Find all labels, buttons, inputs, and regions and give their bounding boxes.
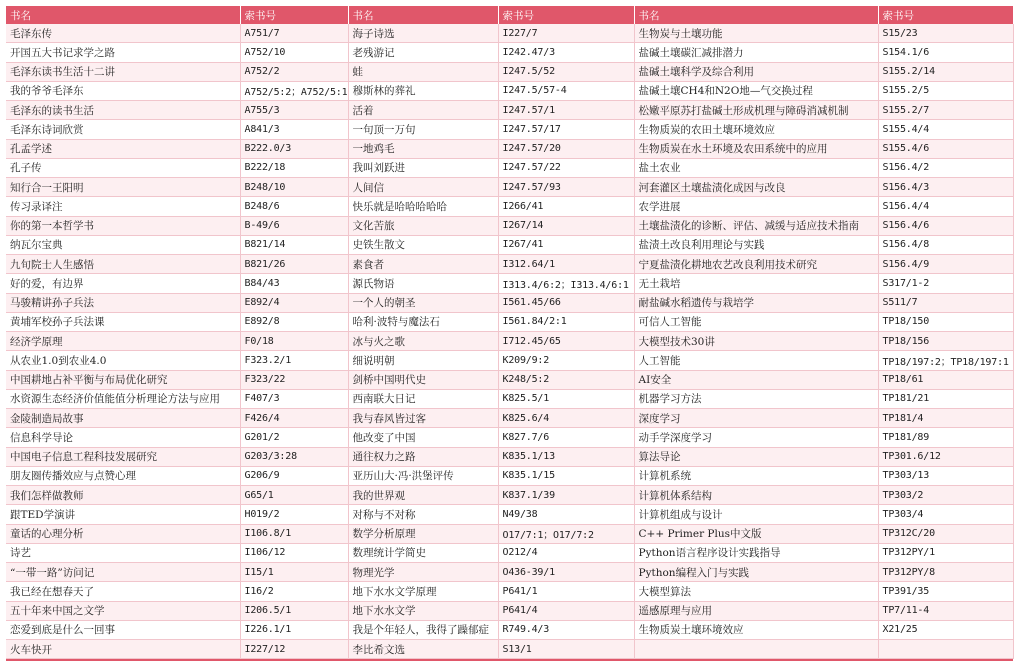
call-number-cell: B222.0/3 — [240, 139, 348, 158]
table-row — [6, 409, 1013, 428]
call-number-cell: S155.2/5 — [878, 81, 1013, 100]
book-title-cell: 生物质炭在水土环境及农田系统中的应用 — [634, 139, 878, 158]
call-number-cell: K835.1/13 — [498, 447, 634, 466]
call-number-cell: P641/4 — [498, 601, 634, 620]
book-title-cell: 诗艺 — [6, 543, 240, 562]
book-title-cell: 好的爱，有边界 — [6, 274, 240, 293]
book-title-cell: 一地鸡毛 — [348, 139, 498, 158]
header-book-title-3: 书名 — [634, 6, 878, 24]
call-number-cell: S155.2/7 — [878, 101, 1013, 120]
call-number-cell: S156.4/4 — [878, 197, 1013, 216]
book-title-cell: 史铁生散文 — [348, 235, 498, 254]
book-call-number-table — [6, 6, 1014, 659]
call-number-cell: N49/38 — [498, 505, 634, 524]
call-number-cell: F323/22 — [240, 370, 348, 389]
book-title-cell: 机器学习方法 — [634, 389, 878, 408]
call-number-cell: K825.6/4 — [498, 409, 634, 428]
book-title-cell: 孔孟学述 — [6, 139, 240, 158]
table-row — [6, 486, 1013, 505]
table-row — [6, 158, 1013, 177]
header-call-number-3: 索书号 — [878, 6, 1013, 24]
book-title-cell: 我已经在想春天了 — [6, 582, 240, 601]
call-number-cell: I267/41 — [498, 235, 634, 254]
call-number-cell: B821/14 — [240, 235, 348, 254]
call-number-cell: O212/4 — [498, 543, 634, 562]
call-number-cell: I247.57/22 — [498, 158, 634, 177]
table-row — [6, 81, 1013, 100]
table-row — [6, 543, 1013, 562]
call-number-cell: TP312PY/1 — [878, 543, 1013, 562]
book-title-cell: 文化苦旅 — [348, 216, 498, 235]
call-number-cell: I247.5/57-4 — [498, 81, 634, 100]
book-title-cell: 素食者 — [348, 255, 498, 274]
book-title-cell: 毛泽东诗词欣赏 — [6, 120, 240, 139]
call-number-cell: I712.45/65 — [498, 332, 634, 351]
book-title-cell: 遥感原理与应用 — [634, 601, 878, 620]
call-number-cell: O436-39/1 — [498, 563, 634, 582]
call-number-cell: S156.4/3 — [878, 178, 1013, 197]
book-title-cell: 亚历山大·冯·洪堡评传 — [348, 466, 498, 485]
call-number-cell: S155.4/4 — [878, 120, 1013, 139]
table-row — [6, 139, 1013, 158]
book-title-cell: 土壤盐渍化的诊断、评估、减缓与适应技术指南 — [634, 216, 878, 235]
book-title-cell: 盐土农业 — [634, 158, 878, 177]
table-row — [6, 351, 1013, 370]
table-row — [6, 255, 1013, 274]
call-number-cell: A752/10 — [240, 43, 348, 62]
table-row — [6, 389, 1013, 408]
call-number-cell: B222/18 — [240, 158, 348, 177]
table-row — [6, 178, 1013, 197]
call-number-cell: S155.2/14 — [878, 62, 1013, 81]
call-number-cell: A841/3 — [240, 120, 348, 139]
book-title-cell: 西南联大日记 — [348, 389, 498, 408]
call-number-cell: TP303/4 — [878, 505, 1013, 524]
book-title-cell: “一带一路”访问记 — [6, 563, 240, 582]
call-number-cell: TP181/21 — [878, 389, 1013, 408]
book-title-cell: 大模型技术30讲 — [634, 332, 878, 351]
book-title-cell: 火车快开 — [6, 640, 240, 659]
call-number-cell: I247.57/20 — [498, 139, 634, 158]
call-number-cell: F323.2/1 — [240, 351, 348, 370]
call-number-cell: K825.5/1 — [498, 389, 634, 408]
book-title-cell: 老残游记 — [348, 43, 498, 62]
book-title-cell: 九旬院士人生感悟 — [6, 255, 240, 274]
book-title-cell: 算法导论 — [634, 447, 878, 466]
book-title-cell: 松嫩平原苏打盐碱土形成机理与障碍消减机制 — [634, 101, 878, 120]
book-title-cell: 冰与火之歌 — [348, 332, 498, 351]
book-title-cell: 人工智能 — [634, 351, 878, 370]
table-row — [6, 274, 1013, 293]
book-title-cell: 他改变了中国 — [348, 428, 498, 447]
table-row — [6, 24, 1013, 43]
call-number-cell: TP18/197:2；TP18/197:1 — [878, 351, 1013, 370]
book-title-cell: 五十年来中国之文学 — [6, 601, 240, 620]
book-title-cell: 我的世界观 — [348, 486, 498, 505]
book-title-cell: 从农业1.0到农业4.0 — [6, 351, 240, 370]
book-list-sheet — [6, 6, 1013, 661]
call-number-cell: G65/1 — [240, 486, 348, 505]
book-title-cell: 一句顶一万句 — [348, 120, 498, 139]
book-title-cell: 一个人的朝圣 — [348, 293, 498, 312]
book-title-cell: 我的爷爷毛泽东 — [6, 81, 240, 100]
call-number-cell: I247.57/17 — [498, 120, 634, 139]
table-row — [6, 216, 1013, 235]
call-number-cell: TP18/150 — [878, 312, 1013, 331]
call-number-cell: X21/25 — [878, 620, 1013, 639]
call-number-cell: I267/14 — [498, 216, 634, 235]
table-row — [6, 582, 1013, 601]
call-number-cell: K248/5:2 — [498, 370, 634, 389]
book-title-cell: 生物炭与土壤功能 — [634, 24, 878, 43]
book-title-cell: AI安全 — [634, 370, 878, 389]
book-title-cell: 我与春风皆过客 — [348, 409, 498, 428]
call-number-cell: S156.4/8 — [878, 235, 1013, 254]
book-title-cell: 孔子传 — [6, 158, 240, 177]
book-title-cell: 李比希文选 — [348, 640, 498, 659]
book-title-cell: 黄埔军校孙子兵法课 — [6, 312, 240, 331]
table-row — [6, 62, 1013, 81]
book-title-cell: 可信人工智能 — [634, 312, 878, 331]
book-title-cell: 开国五大书记求学之路 — [6, 43, 240, 62]
book-title-cell: Python语言程序设计实践指导 — [634, 543, 878, 562]
call-number-cell: I247.5/52 — [498, 62, 634, 81]
table-row — [6, 640, 1013, 659]
book-title-cell: 恋爱到底是什么一回事 — [6, 620, 240, 639]
book-title-cell: 跟TED学演讲 — [6, 505, 240, 524]
book-title-cell: 活着 — [348, 101, 498, 120]
book-title-cell: 盐碱土壤碳汇减排潜力 — [634, 43, 878, 62]
header-book-title-1: 书名 — [6, 6, 240, 24]
call-number-cell: S156.4/6 — [878, 216, 1013, 235]
call-number-cell: TP18/61 — [878, 370, 1013, 389]
call-number-cell: I242.47/3 — [498, 43, 634, 62]
book-title-cell: 无土栽培 — [634, 274, 878, 293]
book-title-cell: 深度学习 — [634, 409, 878, 428]
call-number-cell: I561.84/2:1 — [498, 312, 634, 331]
book-title-cell: 耐盐碱水稻遗传与栽培学 — [634, 293, 878, 312]
table-row — [6, 601, 1013, 620]
call-number-cell: TP312C/20 — [878, 524, 1013, 543]
call-number-cell: TP391/35 — [878, 582, 1013, 601]
book-title-cell: 物理光学 — [348, 563, 498, 582]
call-number-cell: P641/1 — [498, 582, 634, 601]
call-number-cell: A755/3 — [240, 101, 348, 120]
call-number-cell: G203/3:28 — [240, 447, 348, 466]
call-number-cell: I312.64/1 — [498, 255, 634, 274]
book-title-cell: 我们怎样做教师 — [6, 486, 240, 505]
book-title-cell: 你的第一本哲学书 — [6, 216, 240, 235]
table-row — [6, 293, 1013, 312]
book-title-cell: 计算机体系结构 — [634, 486, 878, 505]
call-number-cell: B-49/6 — [240, 216, 348, 235]
table-row — [6, 428, 1013, 447]
book-title-cell: 人间信 — [348, 178, 498, 197]
book-title-cell: Python编程入门与实践 — [634, 563, 878, 582]
call-number-cell: I561.45/66 — [498, 293, 634, 312]
call-number-cell: I266/41 — [498, 197, 634, 216]
book-title-cell: 信息科学导论 — [6, 428, 240, 447]
call-number-cell: K837.1/39 — [498, 486, 634, 505]
book-title-cell: 盐渍土改良利用理论与实践 — [634, 235, 878, 254]
book-title-cell: 金陵制造局故事 — [6, 409, 240, 428]
table-row — [6, 620, 1013, 639]
call-number-cell: S156.4/9 — [878, 255, 1013, 274]
book-title-cell: 生物质炭土壤环境效应 — [634, 620, 878, 639]
book-title-cell: 穆斯林的葬礼 — [348, 81, 498, 100]
call-number-cell: A752/2 — [240, 62, 348, 81]
call-number-cell: TP312PY/8 — [878, 563, 1013, 582]
call-number-cell: I313.4/6:2；I313.4/6:1 — [498, 274, 634, 293]
call-number-cell: O17/7:1；O17/7:2 — [498, 524, 634, 543]
call-number-cell: TP181/4 — [878, 409, 1013, 428]
table-header-row — [6, 6, 1013, 24]
table-row — [6, 370, 1013, 389]
call-number-cell: S511/7 — [878, 293, 1013, 312]
call-number-cell: I247.57/93 — [498, 178, 634, 197]
call-number-cell: S317/1-2 — [878, 274, 1013, 293]
call-number-cell: I226.1/1 — [240, 620, 348, 639]
call-number-cell: B248/6 — [240, 197, 348, 216]
call-number-cell: K835.1/15 — [498, 466, 634, 485]
call-number-cell: B248/10 — [240, 178, 348, 197]
call-number-cell: I16/2 — [240, 582, 348, 601]
book-title-cell — [634, 640, 878, 659]
call-number-cell: H019/2 — [240, 505, 348, 524]
book-title-cell: 对称与不对称 — [348, 505, 498, 524]
call-number-cell: TP301.6/12 — [878, 447, 1013, 466]
book-title-cell: 毛泽东读书生活十二讲 — [6, 62, 240, 81]
call-number-cell: I106.8/1 — [240, 524, 348, 543]
book-title-cell: 海子诗选 — [348, 24, 498, 43]
call-number-cell: I206.5/1 — [240, 601, 348, 620]
call-number-cell — [878, 640, 1013, 659]
book-title-cell: 蛙 — [348, 62, 498, 81]
book-title-cell: 大模型算法 — [634, 582, 878, 601]
book-title-cell: 毛泽东传 — [6, 24, 240, 43]
call-number-cell: F407/3 — [240, 389, 348, 408]
book-title-cell: 盐碱土壤CH4和N2O地—气交换过程 — [634, 81, 878, 100]
book-title-cell: 传习录译注 — [6, 197, 240, 216]
book-title-cell: 知行合一王阳明 — [6, 178, 240, 197]
book-title-cell: C++ Primer Plus中文版 — [634, 524, 878, 543]
header-book-title-2: 书名 — [348, 6, 498, 24]
book-title-cell: 生物质炭的农田土壤环境效应 — [634, 120, 878, 139]
book-title-cell: 哈利·波特与魔法石 — [348, 312, 498, 331]
call-number-cell: S13/1 — [498, 640, 634, 659]
book-title-cell: 计算机系统 — [634, 466, 878, 485]
call-number-cell: R749.4/3 — [498, 620, 634, 639]
book-title-cell: 农学进展 — [634, 197, 878, 216]
table-row — [6, 447, 1013, 466]
book-title-cell: 宁夏盐渍化耕地农艺改良利用技术研究 — [634, 255, 878, 274]
book-title-cell: 经济学原理 — [6, 332, 240, 351]
book-title-cell: 数学分析原理 — [348, 524, 498, 543]
table-row — [6, 505, 1013, 524]
call-number-cell: I15/1 — [240, 563, 348, 582]
table-row — [6, 235, 1013, 254]
call-number-cell: A751/7 — [240, 24, 348, 43]
book-title-cell: 纳瓦尔宝典 — [6, 235, 240, 254]
call-number-cell: A752/5:2；A752/5:1 — [240, 81, 348, 100]
call-number-cell: I227/12 — [240, 640, 348, 659]
book-title-cell: 计算机组成与设计 — [634, 505, 878, 524]
table-row — [6, 466, 1013, 485]
table-body — [6, 24, 1013, 659]
table-row — [6, 120, 1013, 139]
call-number-cell: S156.4/2 — [878, 158, 1013, 177]
call-number-cell: G206/9 — [240, 466, 348, 485]
book-title-cell: 通往权力之路 — [348, 447, 498, 466]
table-row — [6, 312, 1013, 331]
table-row — [6, 101, 1013, 120]
book-title-cell: 中国电子信息工程科技发展研究 — [6, 447, 240, 466]
book-title-cell: 水资源生态经济价值能值分析理论方法与应用 — [6, 389, 240, 408]
book-title-cell: 朋友圈传播效应与点赞心理 — [6, 466, 240, 485]
call-number-cell: F426/4 — [240, 409, 348, 428]
book-title-cell: 童话的心理分析 — [6, 524, 240, 543]
call-number-cell: I106/12 — [240, 543, 348, 562]
call-number-cell: TP18/156 — [878, 332, 1013, 351]
header-call-number-1: 索书号 — [240, 6, 348, 24]
book-title-cell: 马骏精讲孙子兵法 — [6, 293, 240, 312]
call-number-cell: S154.1/6 — [878, 43, 1013, 62]
book-title-cell: 地下水水文学原理 — [348, 582, 498, 601]
call-number-cell: G201/2 — [240, 428, 348, 447]
call-number-cell: E892/4 — [240, 293, 348, 312]
book-title-cell: 毛泽东的读书生活 — [6, 101, 240, 120]
call-number-cell: K827.7/6 — [498, 428, 634, 447]
header-call-number-2: 索书号 — [498, 6, 634, 24]
book-title-cell: 源氏物语 — [348, 274, 498, 293]
call-number-cell: TP303/2 — [878, 486, 1013, 505]
call-number-cell: TP303/13 — [878, 466, 1013, 485]
book-title-cell: 盐碱土壤科学及综合利用 — [634, 62, 878, 81]
call-number-cell: TP7/11-4 — [878, 601, 1013, 620]
call-number-cell: E892/8 — [240, 312, 348, 331]
book-title-cell: 数理统计学简史 — [348, 543, 498, 562]
call-number-cell: F0/18 — [240, 332, 348, 351]
book-title-cell: 剑桥中国明代史 — [348, 370, 498, 389]
call-number-cell: B84/43 — [240, 274, 348, 293]
call-number-cell: B821/26 — [240, 255, 348, 274]
book-title-cell: 中国耕地占补平衡与布局优化研究 — [6, 370, 240, 389]
book-title-cell: 我是个年轻人，我得了躁郁症 — [348, 620, 498, 639]
table-row — [6, 524, 1013, 543]
call-number-cell: TP181/89 — [878, 428, 1013, 447]
call-number-cell: S15/23 — [878, 24, 1013, 43]
call-number-cell: I247.57/1 — [498, 101, 634, 120]
call-number-cell: K209/9:2 — [498, 351, 634, 370]
book-title-cell: 地下水水文学 — [348, 601, 498, 620]
book-title-cell: 我叫刘跃进 — [348, 158, 498, 177]
call-number-cell: I227/7 — [498, 24, 634, 43]
call-number-cell: S155.4/6 — [878, 139, 1013, 158]
book-title-cell: 动手学深度学习 — [634, 428, 878, 447]
table-row — [6, 563, 1013, 582]
table-row — [6, 43, 1013, 62]
book-title-cell: 河套灌区土壤盐渍化成因与改良 — [634, 178, 878, 197]
book-title-cell: 细说明朝 — [348, 351, 498, 370]
table-row — [6, 197, 1013, 216]
book-title-cell: 快乐就是哈哈哈哈哈 — [348, 197, 498, 216]
table-row — [6, 332, 1013, 351]
